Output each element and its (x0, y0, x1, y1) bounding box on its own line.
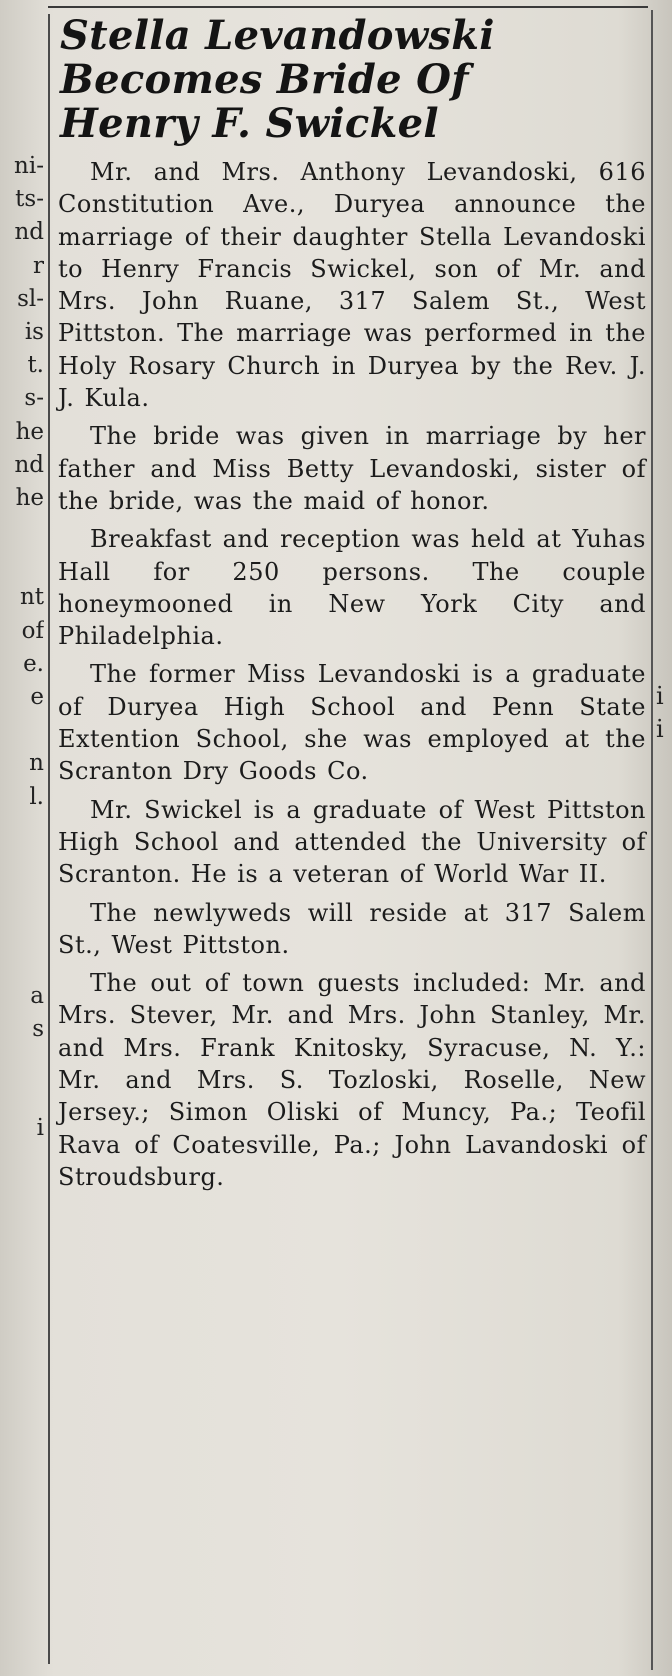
left-fragment: i (36, 1115, 44, 1142)
headline (60, 14, 646, 146)
headline-line-2: Becomes Bride Of (60, 56, 469, 103)
right-column-rule (651, 10, 653, 1670)
left-fragment: e. (23, 650, 44, 677)
left-fragment (0, 880, 44, 913)
left-fragment (0, 814, 44, 847)
article (58, 14, 646, 1199)
left-fragment: he (15, 418, 44, 445)
left-fragment: a (30, 982, 44, 1009)
headline-line-3: Henry F. Swickel (60, 100, 439, 147)
left-fragment: s (32, 1015, 44, 1042)
paragraph-groom-education: Mr. Swickel is a graduate of West Pittston High School and attended the University of Scranton. He is a veteran of World War II. (58, 795, 646, 889)
left-fragment: l. (29, 783, 44, 810)
right-adjacent-column (656, 680, 672, 746)
paragraph-reception: Breakfast and reception was held at Yuhas Hall for 250 persons. The couple honeymooned in New York City and Philadelphia. (58, 525, 646, 651)
right-fragment: i (656, 715, 664, 743)
left-fragment (0, 1245, 44, 1278)
left-fragment: r (33, 252, 44, 279)
left-fragment: n (29, 750, 44, 777)
left-fragment (0, 1079, 44, 1112)
left-fragment: he (15, 484, 44, 511)
left-adjacent-column (0, 150, 44, 1278)
left-fragment: s- (24, 385, 44, 412)
left-fragment: ni- (14, 153, 44, 179)
left-fragment: nt (19, 584, 44, 611)
left-fragment: nd (14, 451, 44, 478)
left-fragment (0, 1146, 44, 1179)
paragraph-guests: The out of town guests included: Mr. and Mrs. Stever, Mr. and Mrs. John Stanley, Mr. and Mrs. Frank Knitosky, Syracuse, N. Y.: Mr. and Mrs. S. Tozloski, Roselle, New Jersey.; Simon Oliski of Muncy, Pa.; Teofil Rava of Coatesville, Pa.; John Lavandoski of Stroudsburg. (58, 969, 646, 1191)
left-fragment (0, 1046, 44, 1079)
left-fragment: of (21, 617, 44, 644)
left-fragment (0, 847, 44, 880)
left-column-rule (48, 14, 50, 1664)
article-body (58, 156, 646, 1193)
headline-line-1: Stella Levandowski (60, 12, 495, 59)
left-fragment (0, 1179, 44, 1212)
top-column-rule (48, 6, 648, 8)
left-fragment (0, 947, 44, 980)
left-fragment (0, 548, 44, 581)
left-fragment: t. (27, 352, 44, 379)
left-fragment: sl- (17, 285, 44, 312)
left-fragment: nd (14, 219, 44, 246)
left-fragment (0, 1212, 44, 1245)
left-fragment: e (30, 684, 44, 710)
paragraph-residence: The newlyweds will reside at 317 Salem St., West Pittston. (58, 898, 646, 959)
right-fragment: i (656, 682, 664, 710)
paragraph-bride-given: The bride was given in marriage by her father and Miss Betty Levandoski, sister of the bride, was the maid of honor. (58, 422, 646, 515)
left-fragment (0, 913, 44, 946)
paragraph-bride-education: The former Miss Levandoski is a graduate of Duryea High School and Penn State Extention School, she was employed at the Scranton Dry Goods Co. (58, 660, 646, 786)
left-fragment (0, 714, 44, 747)
left-fragment (0, 515, 44, 548)
left-fragment: is (24, 318, 44, 345)
paragraph-announcement: Mr. and Mrs. Anthony Levandoski, 616 Constitution Ave., Duryea announce the marriage of their daughter Stella Levandoski to Henry Francis Swickel, son of Mr. and Mrs. John Ruane, 317 Salem St., West Pittston. The marriage was performed in the Holy Rosary Church in Duryea by the Rev. J. J. Kula. (58, 158, 646, 413)
left-fragment: ts- (15, 186, 44, 213)
